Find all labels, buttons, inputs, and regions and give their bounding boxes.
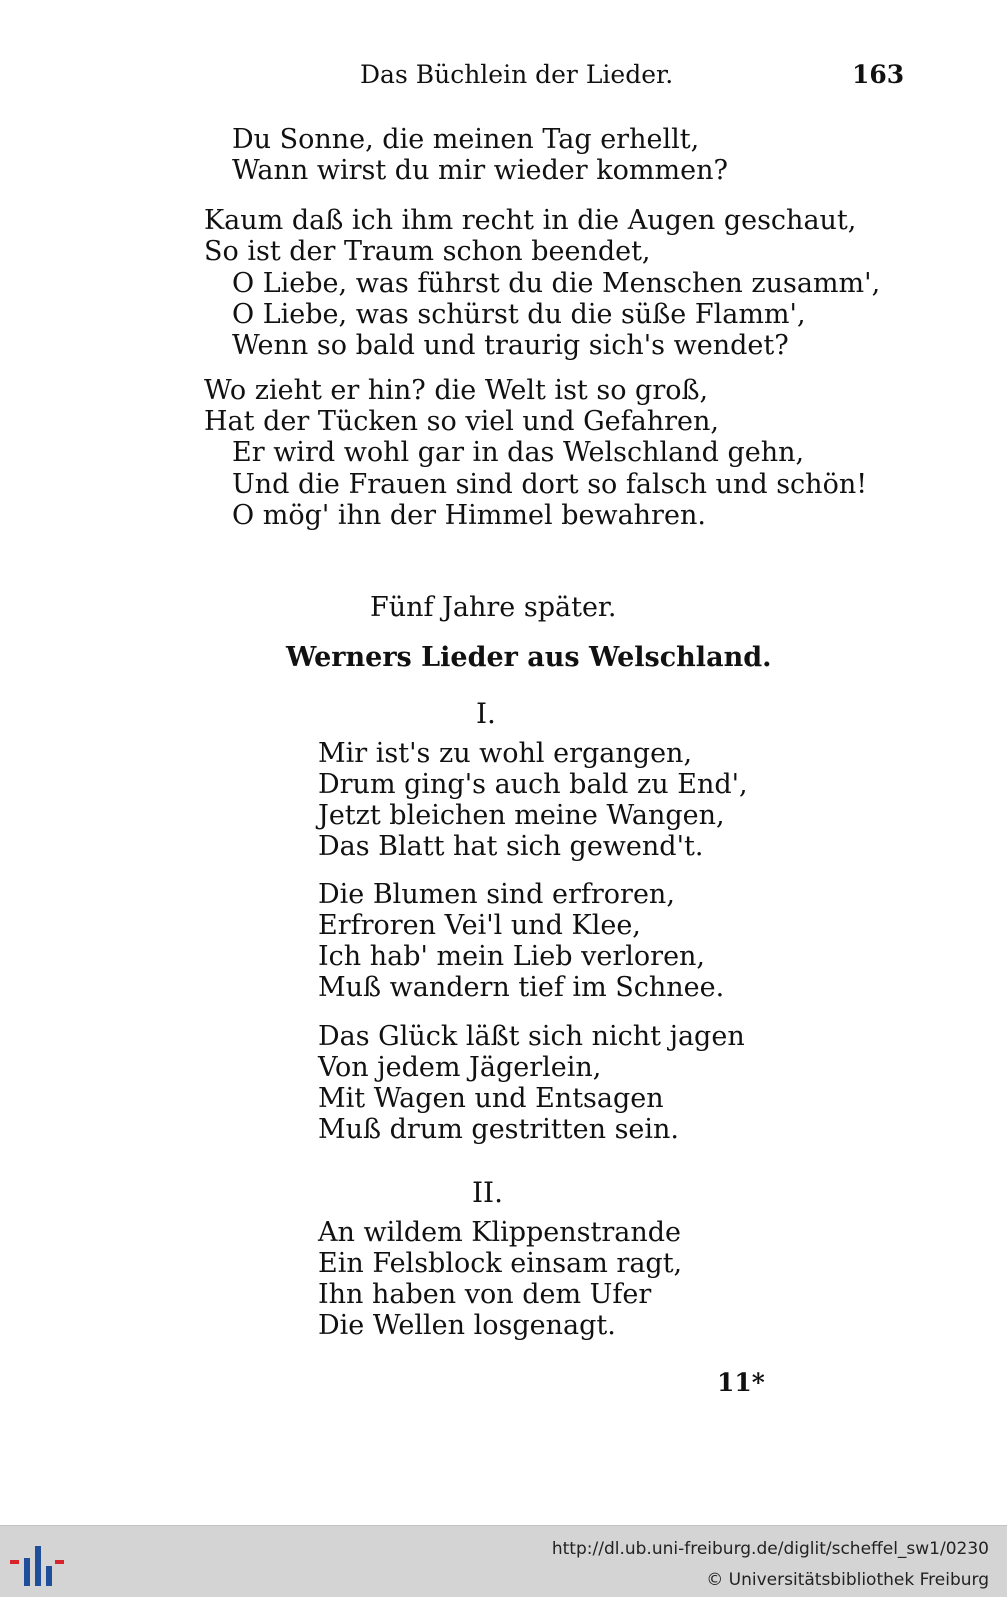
copyright-notice: © Universitätsbibliothek Freiburg	[706, 1570, 989, 1590]
verse-line: So ist der Traum schon beendet,	[204, 236, 651, 267]
verse-line: Jetzt bleichen meine Wangen,	[318, 800, 725, 831]
verse-line: Mit Wagen und Entsagen	[318, 1083, 664, 1114]
verse-line: Erfroren Vei'l und Klee,	[318, 910, 641, 941]
verse-line: Ihn haben von dem Ufer	[318, 1279, 652, 1310]
verse-line: An wildem Klippenstrande	[318, 1217, 682, 1248]
running-title: Das Büchlein der Lieder.	[360, 60, 674, 89]
verse-line: Ein Felsblock einsam ragt,	[318, 1248, 683, 1279]
verse-line: O Liebe, was führst du die Menschen zusamm',	[232, 268, 881, 299]
section-heading: Fünf Jahre später.	[370, 592, 617, 623]
verse-line: Die Blumen sind erfroren,	[318, 879, 675, 910]
verse-line: Muß wandern tief im Schnee.	[318, 972, 725, 1003]
verse-line: Du Sonne, die meinen Tag erhellt,	[232, 124, 700, 155]
document-url-link[interactable]: http://dl.ub.uni-freiburg.de/diglit/scheffel_sw1/0230	[551, 1539, 989, 1559]
ub-freiburg-logo-icon	[10, 1540, 66, 1590]
verse-line: Und die Frauen sind dort so falsch und schön!	[232, 469, 868, 500]
viewer-footer	[0, 1525, 1007, 1597]
section-subheading: Werners Lieder aus Welschland.	[286, 642, 772, 673]
verse-line: Von jedem Jägerlein,	[318, 1052, 602, 1083]
verse-line: Das Glück läßt sich nicht jagen	[318, 1021, 745, 1052]
verse-line: Ich hab' mein Lieb verloren,	[318, 941, 706, 972]
verse-line: Kaum daß ich ihm recht in die Augen geschaut,	[204, 205, 857, 236]
verse-line: Er wird wohl gar in das Welschland gehn,	[232, 437, 805, 468]
verse-line: O mög' ihn der Himmel bewahren.	[232, 500, 706, 531]
verse-line: Mir ist's zu wohl ergangen,	[318, 738, 693, 769]
verse-line: Drum ging's auch bald zu End',	[318, 769, 748, 800]
page-number: 163	[852, 60, 905, 89]
verse-line: Hat der Tücken so viel und Gefahren,	[204, 406, 719, 437]
signature-mark: 11*	[717, 1368, 765, 1397]
verse-line: Muß drum gestritten sein.	[318, 1114, 680, 1145]
poem-numeral: I.	[476, 697, 496, 730]
verse-line: Die Wellen losgenagt.	[318, 1310, 616, 1341]
verse-line: Wann wirst du mir wieder kommen?	[232, 155, 728, 186]
verse-line: Wenn so bald und traurig sich's wendet?	[232, 330, 789, 361]
verse-line: Wo zieht er hin? die Welt ist so groß,	[204, 375, 709, 406]
verse-line: O Liebe, was schürst du die süße Flamm',	[232, 299, 806, 330]
poem-numeral: II.	[472, 1176, 504, 1209]
verse-line: Das Blatt hat sich gewend't.	[318, 831, 704, 862]
